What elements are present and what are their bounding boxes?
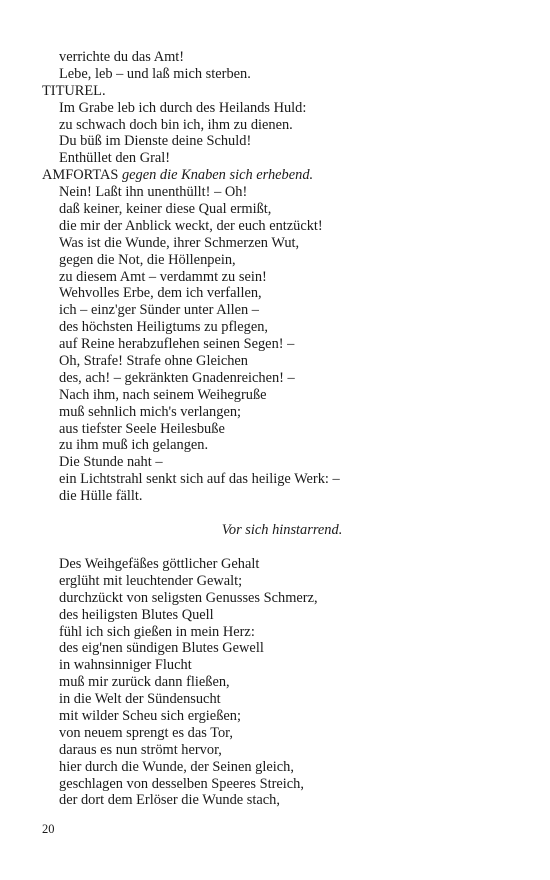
verse-text: Im Grabe leb ich durch des Heilands Huld:	[59, 99, 307, 116]
verse-line	[42, 387, 522, 404]
verse-line	[42, 269, 522, 286]
verse-line	[42, 471, 522, 488]
verse-text: daß keiner, keiner diese Qual ermißt,	[59, 201, 272, 218]
verse-text: des höchsten Heiligtums zu pflegen,	[59, 319, 269, 336]
verse-section-1	[42, 49, 522, 505]
verse-text: muß sehnlich mich's verlangen;	[59, 403, 242, 420]
verse-line	[42, 184, 522, 201]
stage-direction: Vor sich hinstarrend.	[221, 522, 343, 538]
verse-line	[42, 100, 522, 117]
verse-line: geschlagen von desselben Speeres Streich,	[59, 775, 304, 792]
verse-line: des eig'nen sündigen Blutes Gewell	[59, 640, 264, 657]
verse-line: erglüht mit leuchtender Gewalt;	[59, 572, 243, 589]
verse-text: Wehvolles Erbe, dem ich verfallen,	[59, 285, 262, 302]
speaker-label: AMFORTAS	[42, 167, 119, 184]
verse-text: gegen die Not, die Höllenpein,	[59, 251, 236, 268]
verse-line: der dort dem Erlöser die Wunde stach,	[59, 792, 280, 809]
verse-line	[42, 404, 522, 421]
verse-text: Lebe, leb – und laß mich sterben.	[59, 65, 251, 82]
verse-line	[42, 66, 522, 83]
speaker-name	[42, 167, 522, 184]
verse-line	[42, 302, 522, 319]
page-number: 20	[42, 822, 55, 836]
verse-line	[42, 201, 522, 218]
verse-text: Oh, Strafe! Strafe ohne Gleichen	[59, 353, 249, 370]
verse-text: Die Stunde naht –	[59, 454, 163, 471]
verse-line	[42, 252, 522, 269]
verse-line	[42, 150, 522, 167]
verse-line: muß mir zurück dann fließen,	[59, 674, 230, 691]
verse-line: Des Weihgefäßes göttlicher Gehalt	[59, 556, 260, 572]
verse-line: daraus es nun strömt hervor,	[59, 741, 222, 758]
verse-line	[42, 488, 522, 505]
verse-line	[42, 235, 522, 252]
verse-line	[42, 319, 522, 336]
verse-text: Du büß im Dienste deine Schuld!	[59, 133, 252, 150]
verse-line: des heiligsten Blutes Quell	[59, 606, 214, 623]
verse-line	[42, 336, 522, 353]
verse-text: Enthüllet den Gral!	[59, 150, 171, 167]
verse-line: durchzückt von seligsten Genusses Schmerz,	[59, 589, 318, 606]
verse-line	[42, 133, 522, 150]
verse-section-2	[42, 556, 522, 809]
verse-text: zu schwach doch bin ich, ihm zu dienen.	[59, 116, 293, 133]
verse-line	[42, 49, 522, 66]
verse-line: fühl ich sich gießen in mein Herz:	[59, 623, 255, 640]
verse-line	[42, 454, 522, 471]
verse-line	[42, 353, 522, 370]
verse-text: des, ach! – gekränkten Gnadenreichen! –	[59, 369, 295, 386]
verse-line	[42, 421, 522, 438]
verse-line: hier durch die Wunde, der Seinen gleich,	[59, 758, 294, 775]
verse-text: zu ihm muß ich gelangen.	[59, 437, 209, 454]
verse-line: von neuem sprengt es das Tor,	[59, 724, 234, 741]
speaker-direction: gegen die Knaben sich erhebend.	[121, 167, 314, 184]
verse-text: aus tiefster Seele Heilesbuße	[59, 420, 225, 437]
verse-text: ich – einz'ger Sünder unter Allen –	[59, 302, 260, 319]
verse-line: in wahnsinniger Flucht	[59, 657, 192, 674]
verse-text: Was ist die Wunde, ihrer Schmerzen Wut,	[59, 234, 300, 251]
speaker-name	[42, 83, 522, 100]
verse-text: zu diesem Amt – verdammt zu sein!	[59, 268, 267, 285]
verse-text: die mir der Anblick weckt, der euch entzückt!	[59, 217, 323, 234]
verse-text: auf Reine herabzuflehen seinen Segen! –	[59, 336, 295, 353]
verse-line: in die Welt der Sündensucht	[59, 691, 221, 708]
verse-line	[42, 285, 522, 302]
verse-line	[42, 117, 522, 134]
verse-text: die Hülle fällt.	[59, 488, 143, 505]
verse-line	[42, 218, 522, 235]
verse-text: verrichte du das Amt!	[59, 49, 185, 65]
verse-text: ein Lichtstrahl senkt sich auf das heilige Werk: –	[59, 471, 340, 488]
verse-line: mit wilder Scheu sich ergießen;	[59, 708, 241, 725]
speaker-label: TITUREL.	[42, 82, 106, 99]
verse-text: Nein! Laßt ihn unenthüllt! – Oh!	[59, 184, 248, 201]
verse-line	[42, 370, 522, 387]
verse-line	[42, 437, 522, 454]
verse-text: Nach ihm, nach seinem Weihegruße	[59, 386, 267, 403]
